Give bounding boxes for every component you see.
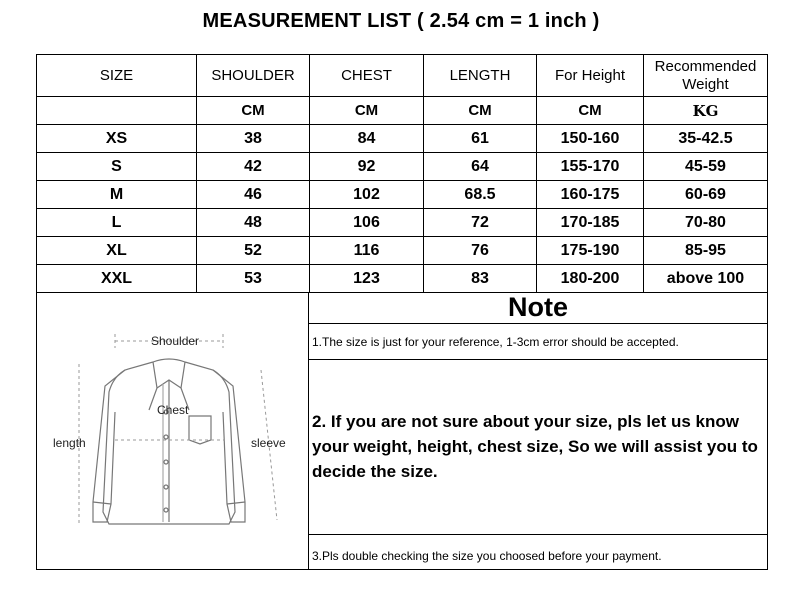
header-cell: For Height [537, 55, 644, 97]
table-cell: above 100 [644, 265, 768, 293]
size-cell: XL [37, 237, 197, 265]
table-cell: 60-69 [644, 181, 768, 209]
table-cell: 72 [424, 209, 537, 237]
table-row [37, 265, 768, 293]
table-cell: 160-175 [537, 181, 644, 209]
table-row [37, 209, 768, 237]
note-title: Note [309, 292, 767, 324]
table-cell: 68.5 [424, 181, 537, 209]
table-row [37, 153, 768, 181]
size-cell: XXL [37, 265, 197, 293]
table-cell: 46 [197, 181, 310, 209]
table-cell: 53 [197, 265, 310, 293]
table-header-row [37, 55, 768, 97]
length-label: length [53, 436, 86, 450]
note-3: 3.Pls double checking the size you choosed before your payment. [312, 549, 662, 563]
table-row [37, 237, 768, 265]
unit-cell [37, 97, 197, 125]
header-cell: CHEST [310, 55, 424, 97]
shirt-diagram [36, 292, 309, 570]
unit-cell: CM [197, 97, 310, 125]
sleeve-label: sleeve [251, 436, 286, 450]
unit-cell: CM [310, 97, 424, 125]
size-cell: L [37, 209, 197, 237]
table-cell: 155-170 [537, 153, 644, 181]
unit-cell: KG [644, 97, 768, 125]
table-cell: 180-200 [537, 265, 644, 293]
header-cell: SHOULDER [197, 55, 310, 97]
table-cell: 35-42.5 [644, 125, 768, 153]
table-cell: 85-95 [644, 237, 768, 265]
header-cell: SIZE [37, 55, 197, 97]
note-2: 2. If you are not sure about your size, pls let us know your weight, height, chest size, So we will assist you to decide the size. [309, 361, 767, 535]
header-cell: LENGTH [424, 55, 537, 97]
table-cell: 42 [197, 153, 310, 181]
lower-section [36, 292, 767, 571]
table-cell: 84 [310, 125, 424, 153]
size-cell: XS [37, 125, 197, 153]
table-cell: 61 [424, 125, 537, 153]
table-cell: 92 [310, 153, 424, 181]
table-cell: 150-160 [537, 125, 644, 153]
table-cell: 52 [197, 237, 310, 265]
chest-label: Chest [157, 403, 189, 417]
table-cell: 106 [310, 209, 424, 237]
table-cell: 70-80 [644, 209, 768, 237]
notes-panel [308, 292, 768, 570]
table-row [37, 125, 768, 153]
shirt-illustration [45, 322, 301, 537]
header-cell: Recommended Weight [644, 55, 768, 97]
table-cell: 116 [310, 237, 424, 265]
table-cell: 123 [310, 265, 424, 293]
size-cell: S [37, 153, 197, 181]
size-cell: M [37, 181, 197, 209]
unit-cell: CM [424, 97, 537, 125]
table-unit-row [37, 97, 768, 125]
table-cell: 45-59 [644, 153, 768, 181]
table-cell: 64 [424, 153, 537, 181]
page-title: MEASUREMENT LIST ( 2.54 cm = 1 inch ) [202, 10, 600, 32]
table-cell: 175-190 [537, 237, 644, 265]
unit-cell: CM [537, 97, 644, 125]
table-cell: 38 [197, 125, 310, 153]
table-cell: 83 [424, 265, 537, 293]
table-cell: 76 [424, 237, 537, 265]
table-cell: 48 [197, 209, 310, 237]
table-row [37, 181, 768, 209]
shoulder-label: Shoulder [151, 334, 200, 348]
size-table [36, 54, 768, 293]
table-cell: 170-185 [537, 209, 644, 237]
table-cell: 102 [310, 181, 424, 209]
note-1: 1.The size is just for your reference, 1-3cm error should be accepted. [309, 324, 767, 360]
